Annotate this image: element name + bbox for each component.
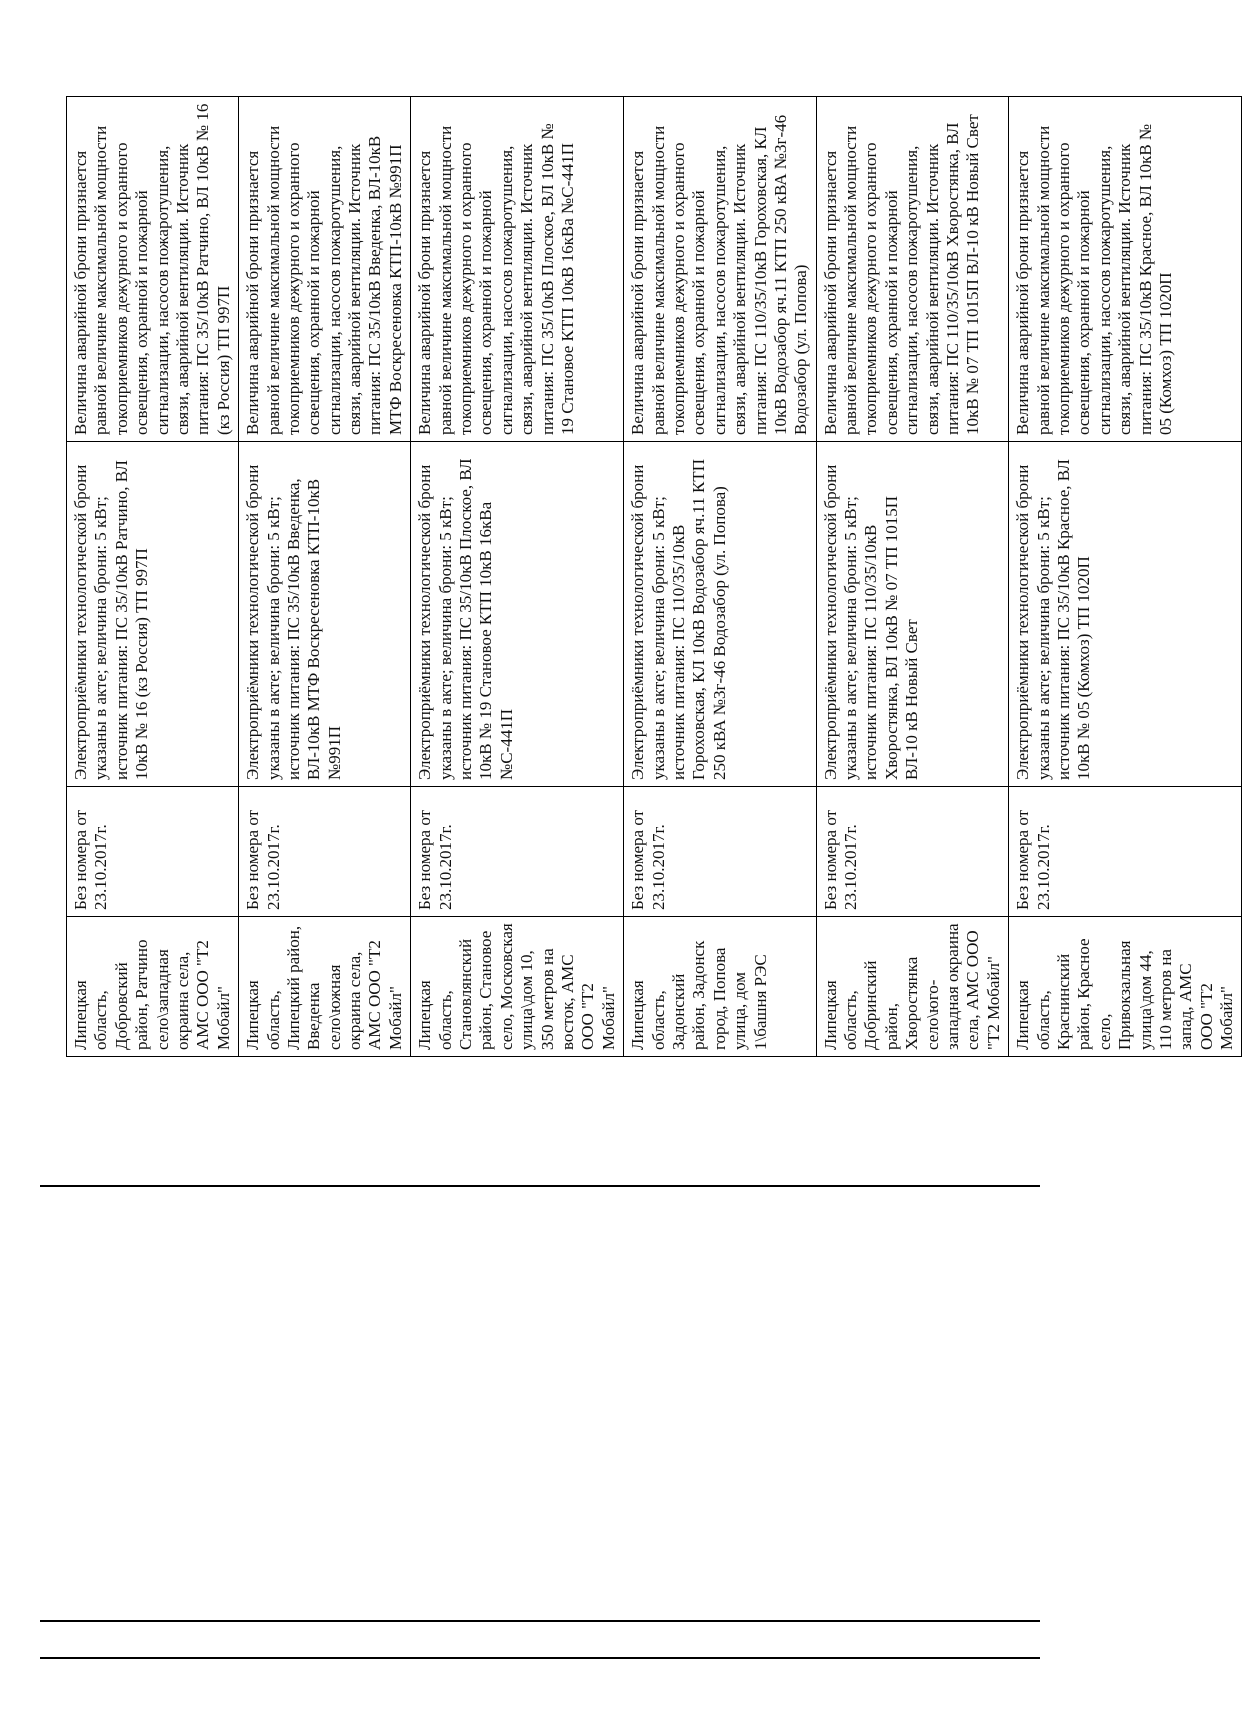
signature-line-middle [40, 1620, 1040, 1622]
tech-reserve-cell: Электроприёмники технологической брони указаны в акте; величина брони: 5 кВт; источник питания: ПС 110/35/10кВ Гороховская, КЛ 10кВ Водозабор яч.11 КТП 250 кВА №3г-46 Водозабор (ул. Попова) [624, 442, 817, 787]
table-row [624, 97, 817, 1057]
emergency-reserve-cell: Величина аварийной брони признается равной величине максимальной мощности токоприемников дежурного и охранного освещения, охранной и пожарной сигнализации, насосов пожаротушения, связи, аварийной вентиляции. Источник питания: ПС 110/35/10кВ Хворостянка, ВЛ 10кВ № 07 ТП 1015П ВЛ-10 кВ Новый Свет [816, 97, 1009, 442]
table-row [1009, 97, 1242, 1057]
act-cell: Без номера от 23.10.2017г. [816, 787, 1009, 917]
address-cell: Липецкая область, Краснинский район, Красное село, Привокзальная улица\дом 44, 110 метров на запад, АМС ООО "Т2 Мобайл" [1009, 917, 1242, 1057]
act-cell: Без номера от 23.10.2017г. [67, 787, 239, 917]
tech-reserve-cell: Электроприёмники технологической брони указаны в акте; величина брони: 5 кВт; источник питания: ПС 35/10кВ Плоское, ВЛ 10кВ № 19 Становое КТП 10кВ 16кВа №С-441П [411, 442, 624, 787]
address-cell: Липецкая область, Добровский район, Ратчино село\западная окраина села, АМС ООО "Т2 Мобайл" [67, 917, 239, 1057]
rotated-table-area [66, 41, 1237, 1721]
table-row [411, 97, 624, 1057]
act-cell: Без номера от 23.10.2017г. [411, 787, 624, 917]
emergency-reserve-cell: Величина аварийной брони признается равной величине максимальной мощности токоприемников дежурного и охранного освещения, охранной и пожарной сигнализации, насосов пожаротушения, связи, аварийной вентиляции. Источник питания: ПС 110/35/10кВ Гороховская, КЛ 10кВ Водозабор яч.11 КТП 250 кВА №3г-46 Водозабор (ул. Попова) [624, 97, 817, 442]
signature-line-bottom [40, 1657, 1040, 1659]
emergency-reserve-cell: Величина аварийной брони признается равной величине максимальной мощности токоприемников дежурного и охранного освещения, охранной и пожарной сигнализации, насосов пожаротушения, связи, аварийной вентиляции. Источник питания: ПС 35/10кВ Красное, ВЛ 10кВ № 05 (Комхоз) ТП 1020П [1009, 97, 1242, 442]
address-cell: Липецкая область, Добринский район, Хворостянка село\юго-западная окраина села, АМС ООО "Т2 Мобайл" [816, 917, 1009, 1057]
emergency-reserve-cell: Величина аварийной брони признается равной величине максимальной мощности токоприемников дежурного и охранного освещения, охранной и пожарной сигнализации, насосов пожаротушения, связи, аварийной вентиляции. Источник питания: ПС 35/10кВ Ратчино, ВЛ 10кВ № 16 (кз Россия) ТП 997П [67, 97, 239, 442]
table-row [816, 97, 1009, 1057]
table-row [239, 97, 411, 1057]
act-cell: Без номера от 23.10.2017г. [1009, 787, 1242, 917]
signature-line-top [40, 1185, 1040, 1187]
rotated-table-wrapper [66, 0, 1237, 1057]
tech-reserve-cell: Электроприёмники технологической брони указаны в акте; величина брони: 5 кВт; источник питания: ПС 110/35/10кВ Хворостянка, ВЛ 10кВ № 07 ТП 1015П ВЛ-10 кВ Новый Свет [816, 442, 1009, 787]
tech-reserve-cell: Электроприёмники технологической брони указаны в акте; величина брони: 5 кВт; источник питания: ПС 35/10кВ Введенка, ВЛ-10кВ МТФ Воскресеновка КТП-10кВ №991П [239, 442, 411, 787]
tech-reserve-cell: Электроприёмники технологической брони указаны в акте; величина брони: 5 кВт; источник питания: ПС 35/10кВ Красное, ВЛ 10кВ № 05 (Комхоз) ТП 1020П [1009, 442, 1242, 787]
emergency-reserve-cell: Величина аварийной брони признается равной величине максимальной мощности токоприемников дежурного и охранного освещения, охранной и пожарной сигнализации, насосов пожаротушения, связи, аварийной вентиляции. Источник питания: ПС 35/10кВ Введенка, ВЛ-10кВ МТФ Воскресеновка КТП-10кВ №991П [239, 97, 411, 442]
address-cell: Липецкая область, Липецкий район, Введенка село\южная окраина села, АМС ООО "Т2 Мобайл" [239, 917, 411, 1057]
emergency-reserve-cell: Величина аварийной брони признается равной величине максимальной мощности токоприемников дежурного и охранного освещения, охранной и пожарной сигнализации, насосов пожаротушения, связи, аварийной вентиляции. Источник питания: ПС 35/10кВ Плоское, ВЛ 10кВ № 19 Становое КТП 10кВ 16кВа №С-441П [411, 97, 624, 442]
tech-reserve-cell: Электроприёмники технологической брони указаны в акте; величина брони: 5 кВт; источник питания: ПС 35/10кВ Ратчино, ВЛ 10кВ № 16 (кз Россия) ТП 997П [67, 442, 239, 787]
act-cell: Без номера от 23.10.2017г. [624, 787, 817, 917]
address-cell: Липецкая область, Задонский район, Задонск город, Попова улица, дом 1\башня РЭС [624, 917, 817, 1057]
act-cell: Без номера от 23.10.2017г. [239, 787, 411, 917]
address-cell: Липецкая область, Становлянский район, Становое село, Московская улица\дом 10, 350 метров на восток, АМС ООО "Т2 Мобайл" [411, 917, 624, 1057]
table-row [67, 97, 239, 1057]
reserve-table [66, 96, 1242, 1057]
